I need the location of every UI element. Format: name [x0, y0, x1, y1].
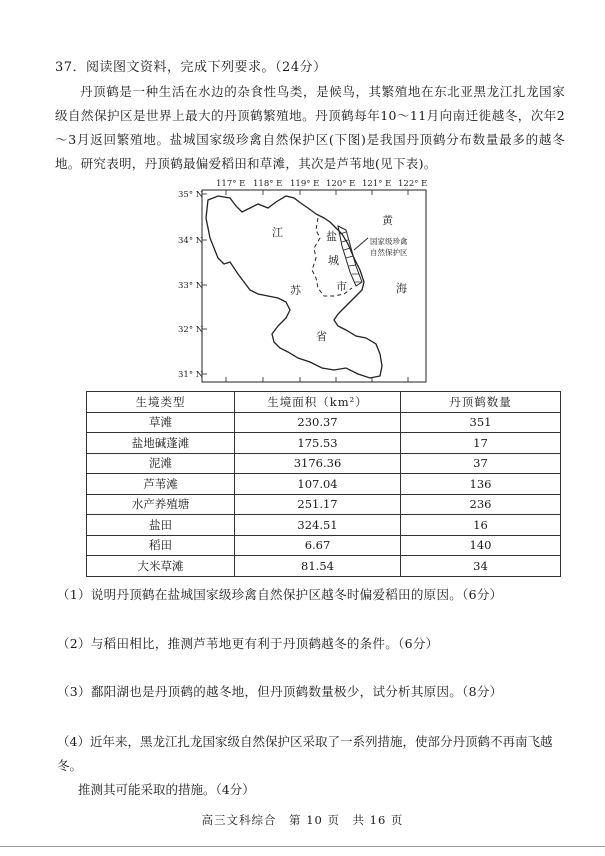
table-row	[87, 494, 561, 515]
reserve-hatching	[340, 232, 361, 282]
lon-label: 121° E	[362, 179, 392, 189]
crane-count-cell: 37	[401, 453, 561, 474]
habitat-area-cell: 6.67	[235, 535, 401, 556]
table-row	[87, 556, 561, 577]
habitat-type-cell: 盐田	[87, 515, 235, 536]
habitat-type-cell: 芦苇滩	[87, 474, 235, 495]
habitat-type-cell: 大米草滩	[87, 556, 235, 577]
bottom-divider	[0, 846, 605, 847]
question-2: （2）与稻田相比，推测芦苇地更有利于丹顶鹤越冬的条件。（6分）	[57, 636, 439, 651]
table-row	[87, 515, 561, 536]
habitat-area-cell: 230.37	[235, 412, 401, 433]
jiangsu-map	[178, 178, 438, 390]
city-char: 市	[336, 280, 347, 293]
habitat-area-cell: 81.54	[235, 556, 401, 577]
table-row	[87, 453, 561, 474]
lon-label: 117° E	[216, 179, 246, 189]
lat-label: 33° N	[178, 281, 204, 291]
habitat-type-cell: 盐地碱蓬滩	[87, 433, 235, 454]
question-title: 37．阅读图文资料，完成下列要求。（24分）	[55, 60, 327, 75]
table-row	[87, 433, 561, 454]
top-ticks	[226, 190, 408, 195]
lon-label: 118° E	[253, 179, 283, 189]
crane-count-cell: 34	[401, 556, 561, 577]
crane-count-cell: 236	[401, 494, 561, 515]
sea-char: 黄	[382, 214, 393, 227]
city-char: 城	[328, 254, 339, 267]
habitat-type-cell: 草滩	[87, 412, 235, 433]
sea-char: 海	[396, 282, 407, 295]
reserve-label-line1: 国家级珍禽	[370, 237, 408, 246]
question-4	[57, 730, 567, 802]
crane-count-cell: 17	[401, 433, 561, 454]
header-cell: 丹顶鹤数量	[401, 392, 561, 413]
bottom-ticks	[226, 377, 408, 382]
habitat-type-cell: 稻田	[87, 535, 235, 556]
header-cell: 生境面积（km²）	[235, 392, 401, 413]
habitat-area-cell: 107.04	[235, 474, 401, 495]
city-char: 盐	[326, 230, 337, 243]
habitat-table	[86, 391, 561, 577]
crane-count-cell: 16	[401, 515, 561, 536]
lat-label: 32° N	[178, 325, 204, 335]
reserve-label-line2: 自然保护区	[370, 248, 408, 257]
lat-label: 34° N	[178, 236, 204, 246]
latitude-labels	[178, 190, 204, 380]
question-3: （3）鄱阳湖也是丹顶鹤的越冬地，但丹顶鹤数量极少，试分析其原因。（8分）	[57, 684, 503, 699]
habitat-area-cell: 175.53	[235, 433, 401, 454]
table-row	[87, 412, 561, 433]
lon-label: 122° E	[398, 179, 428, 189]
habitat-area-cell: 324.51	[235, 515, 401, 536]
lon-label: 120° E	[326, 179, 356, 189]
province-char: 江	[272, 226, 283, 239]
reserve-pointer-line	[354, 238, 368, 250]
table-header-row	[87, 392, 561, 413]
crane-count-cell: 351	[401, 412, 561, 433]
habitat-area-cell: 3176.36	[235, 453, 401, 474]
habitat-area-cell: 251.17	[235, 494, 401, 515]
crane-count-cell: 140	[401, 535, 561, 556]
crane-count-cell: 136	[401, 474, 561, 495]
table-row	[87, 535, 561, 556]
habitat-type-cell: 水产养殖塘	[87, 494, 235, 515]
intro-paragraph: 丹顶鹤是一种生活在水边的杂食性鸟类，是候鸟，其繁殖地在东北亚黑龙江扎龙国家级自然保护区是世界上最大的丹顶鹤繁殖地。丹顶鹤每年10～11月向南迁徙越冬，次年2～3月返回繁殖地。盐城国家级珍禽自然保护区(下图)是我国丹顶鹤分布数量最多的越冬地。研究表明，丹顶鹤最偏爱稻田和草滩，其次是芦苇地(见下表)。	[55, 84, 565, 171]
lat-label: 35° N	[178, 190, 204, 200]
province-char: 省	[316, 330, 327, 343]
question-4-line2: 推测其可能采取的措施。（4分）	[78, 782, 255, 797]
longitude-labels	[216, 179, 427, 189]
question-1: （1）说明丹顶鹤在盐城国家级珍禽自然保护区越冬时偏爱稻田的原因。（6分）	[57, 587, 503, 602]
lat-label: 31° N	[178, 370, 204, 380]
lon-label: 119° E	[290, 179, 320, 189]
question-4-line1: （4）近年来，黑龙江扎龙国家级自然保护区采取了一系列措施，使部分丹顶鹤不再南飞越冬。	[57, 734, 553, 773]
table-row	[87, 474, 561, 495]
province-char: 苏	[290, 284, 301, 297]
nature-reserve-area	[338, 226, 362, 286]
header-cell: 生境类型	[87, 392, 235, 413]
map-svg	[178, 178, 438, 390]
page-footer: 高三文科综合 第 10 页 共 16 页	[201, 813, 404, 827]
habitat-type-cell: 泥滩	[87, 453, 235, 474]
